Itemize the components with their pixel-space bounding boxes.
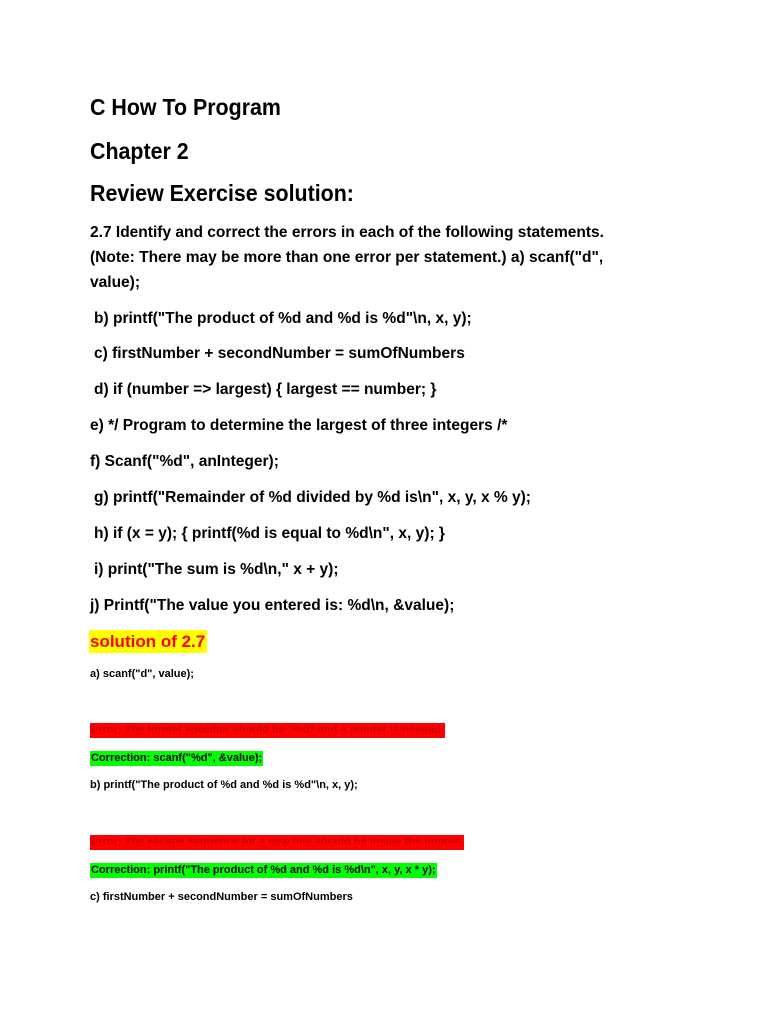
- exercise-item-c: c) firstNumber + secondNumber = sumOfNumbers: [94, 345, 465, 362]
- exercise-item-e: e) */ Program to determine the largest of three integers /*: [90, 417, 508, 434]
- exercise-intro: 2.7 Identify and correct the errors in each of the following statements. (Note: There may be more than one error per statement.) a) scanf("d", value);: [90, 224, 604, 291]
- solution-b-statement: b) printf("The product of %d and %d is %d"\n, x, y);: [90, 779, 358, 791]
- chapter-heading: Chapter 2: [90, 138, 189, 164]
- exercise-item-h: h) if (x = y); { printf(%d is equal to %d\n", x, y); }: [94, 525, 445, 542]
- exercise-item-i: i) print("The sum is %d\n," x + y);: [94, 561, 339, 578]
- solution-heading: solution of 2.7: [90, 632, 206, 651]
- solution-b-correction: Correction: printf("The product of %d and %d is %d\n", x, y, x * y);: [91, 864, 436, 876]
- solution-a-error: Error: The format specifier should be "%d" and a pointer is needed.: [91, 724, 444, 736]
- section-heading: Review Exercise solution:: [90, 180, 354, 206]
- solution-b-error: Error: The escape sequence for a new line should be inside the quotes.: [91, 836, 464, 848]
- solution-c-statement: c) firstNumber + secondNumber = sumOfNumbers: [90, 891, 353, 903]
- exercise-item-b: b) printf("The product of %d and %d is %d"\n, x, y);: [94, 310, 472, 327]
- exercise-item-d: d) if (number => largest) { largest == number; }: [94, 381, 437, 398]
- exercise-item-g: g) printf("Remainder of %d divided by %d is\n", x, y, x % y);: [94, 489, 531, 506]
- exercise-item-f: f) Scanf("%d", anInteger);: [90, 453, 279, 470]
- solution-a-statement: a) scanf("d", value);: [90, 668, 194, 680]
- exercise-item-j: j) Printf("The value you entered is: %d\n, &value);: [90, 597, 455, 614]
- doc-title: C How To Program: [90, 94, 281, 120]
- solution-a-correction: Correction: scanf("%d", &value);: [91, 752, 263, 764]
